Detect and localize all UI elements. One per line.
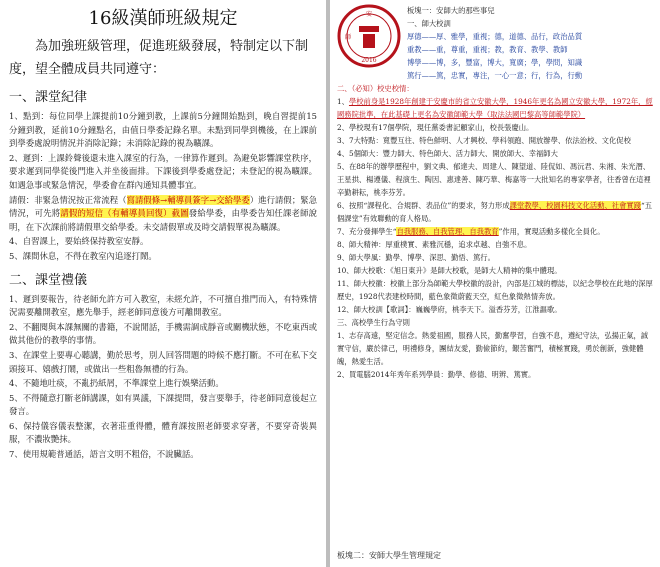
line-text: ”作用，實現活動多樣化全員化。 [498,227,605,236]
right-line [337,251,653,264]
list-item: 4、自習課上，要始終保持教室安靜。 [9,236,149,247]
right-line [407,56,653,69]
section-title-management: 板塊二：安師大學生管理規定 [337,551,441,560]
underlined-text: 自我服務、自我管理、自我教育 [396,227,499,236]
list-item-leave: 請假：非緊急情況按正常流程（寫請假條→輔導員簽字→交給學委）進行請假；緊急情況，可先將請假的短信（有輔導員回復）截圖發給學委，由學委告知任課老師說明，在下次課前將請假單交給學委。未交請假單或及時交請假單視為曠課。 [9,194,318,232]
right-line [337,160,653,199]
line-text: 9、師大學風：勤學、博學、深思、勤悟、篤行。 [337,253,495,262]
list-item: 6、保持儀容儀表整潔，衣著莊重得體，體育課按照老師要求穿著，不要穿奇裝異服，不濃妝艷抹。 [9,420,317,445]
list-item: 2、遲到：上課鈴聲後還未進入課室的行為，一律算作遲到。為避免影響課堂秩序，要求遲到同學從後門進入并坐後面排。下課後到學委處登記；未登記的視為曠課。如遇急事或緊急情況，學委會在群內通知具體事宜。 [9,152,317,190]
right-line [337,238,653,251]
line-text: 1、志存高遠，堅定信念。熱愛祖國，服務人民，勤奮學習，自強不息，遵紀守法，弘揚正氣，誠實守信，嚴於律己，明禮修身，團結友愛，勤儉節約，艱苦奮鬥，積極實踐，勇於創新，強健體魄，熱愛生活。 [337,331,649,366]
right-line [407,43,653,56]
right-line [337,95,653,121]
section-heading-discipline: 一、課堂紀律 [9,90,88,105]
line-text: 一、師大校訓 [407,19,451,28]
line-text: 7、充分發揮學生“ [337,227,397,236]
section-heading-etiquette: 二、課堂禮儀 [9,272,88,288]
list-item: 5、不得隨意打斷老師講課，如有異議，下課提問，發言要舉手，待老師同意後起立發言。 [9,392,317,417]
line-text: 博學——博，多，豐富，博大，寬廣；學，學問，知識 [407,58,583,67]
underlined-text: 學校前身是1928年創建于安慶市的省立安徽大學，1946年更名為國立安徽大學，1972年，經國務院批準，在此基礎上更名為安徽師範大學（取法法國巴黎高等師範學院） [337,97,653,119]
right-line [337,368,653,381]
right-page [330,0,660,567]
underlined-text: 課堂教學、校園科技文化活動、社會實踐 [509,201,641,210]
line-text: 3、7大特點：寬豐互往、特色鮮明、人才興校、學科領跑、開放辦學、依法治校、文化促校 [337,136,631,145]
list-item: 4、不隨地吐痰，不亂扔紙屑，不準課堂上進行娛樂活動。 [9,378,224,389]
line-text: “五個課堂”有效聯動的育人格局。 [337,201,653,223]
line-text: 12、師大校訓【歌詞】：巍巍學府，桃李天下。溢香芬芳，江淮謳歌。 [337,305,562,314]
line-text: 5、在88年的辦學歷程中，劉文典、郁達夫、周建人、陳望道、陸侃如、馮沅君、朱湘、朱光潛、王星拱、楊遵儀、程演生、陶因、惠達善、陳巧華、梅嘉等一大批知名的專家學者，往香曾在這裡辛勤耕耘，桃李芬芳。 [337,162,651,197]
line-text: 厚德——厚、雅學，重視；德，道德、品行，政治品質 [407,32,583,41]
emblem-text-side: 師 [344,34,352,41]
line-text: 重教——重，尊重，重視；教，教育、教學、教師 [407,45,568,54]
line-text: 1、 [337,97,349,106]
right-line [407,69,653,82]
right-line [337,316,653,329]
line-text: 篤行——篤，忠實，專注，一心一意；行，行為，行動 [407,71,583,80]
line-text: 板塊一：安師大的那些事兒 [407,6,495,15]
right-line [337,329,653,368]
highlight-screenshot: 請假的短信（有輔導員回復）截圖 [60,208,189,219]
line-text: 8、師大精神：厚重樸實、素雅沉穩，追求卓越、自強不息。 [337,240,532,249]
right-line [337,303,653,316]
line-text: 10、師大校歌：《旭日東升》是師大校歌，是師大人精神的集中體現。 [337,266,562,275]
list-item: 3、在課堂上要專心聽講，勤於思考，別人回答問題的時候不應打斷。不可在私下交頭接耳、嬉戲打鬧，或做出一些粗魯無禮的行為。 [9,349,317,374]
list-item: 5、課間休息，不得在教室內追逐打鬧。 [9,250,157,261]
line-text: 2、學校現有17個學院，現任黨委書記顧家山，校長張慶山。 [337,123,534,132]
right-line [337,199,653,225]
right-line [337,121,653,134]
right-line [337,82,653,95]
university-emblem-icon [337,4,401,68]
right-header-lines [407,4,653,82]
emblem-text-top: 安 [365,11,373,18]
line-text: 6、按照“課程化、合規群、表品位”的要求，努力形成 [337,201,510,210]
list-item: 1、點到：每位同學上課提前10分鐘到教，上課前5分鐘開始點到，晚自習提前15分鐘到教，延前10分鐘點名，由值日學委記錄名單。未點到同學到機後，在上課前到學委處說明情況并消除記錄；未消除記錄的視為曠課。 [9,111,317,149]
list-item: 2、不翻閱與本課無關的書籍，不說閒話，手機需調成靜音或關機狀態，不吃東西或做其他份的教學的事情。 [9,321,317,346]
right-line [407,30,653,43]
highlight-procedure: 寫請假條→輔導員簽字→交給學委 [126,194,250,205]
right-line [337,264,653,277]
right-line [337,134,653,147]
right-line [337,225,653,238]
left-page [0,0,326,567]
line-text: 2、買電腦2014年秀年系列學員：勤學、修德、明辨、篤實。 [337,370,536,379]
right-line [407,4,653,17]
right-line [337,277,653,303]
emblem-text-year: 2016 [361,57,377,64]
list-item: 1、遲到要報告，待老師允許方可入教室，未經允許，不可擅自推門而入，有特殊情況需要離開教室，應先舉手，經老師同意後方可離開教室。 [9,293,317,318]
right-line [337,147,653,160]
intro-paragraph: 為加強班級管理，促進班級發展，特制定以下制度，望全體成員共同遵守： [9,39,309,77]
line-text: 11、師大校徽：校徽上部分為師範大學校徽的設計，內部是江城的標誌，以紀念學校在此地的深厚歷史，1928代表建校時間，藍色象徵蔚藍天空，紅色象徵熱情奔放。 [337,279,653,301]
right-header [337,4,653,82]
right-body [337,82,653,381]
right-line [407,17,653,30]
list-item: 7、使用規範普通話，語言文明不粗俗，不說臟話。 [9,449,199,460]
line-text: 4、5個師大：豐力師大、特色師大、活力師大、開放師大、幸福師大 [337,149,558,158]
underlined-text: 三、高校學生行為守則 [337,318,410,327]
document-title: 16級漢師班級規定 [88,8,238,29]
line-text: 二、（必知）校史校情： [337,84,414,93]
